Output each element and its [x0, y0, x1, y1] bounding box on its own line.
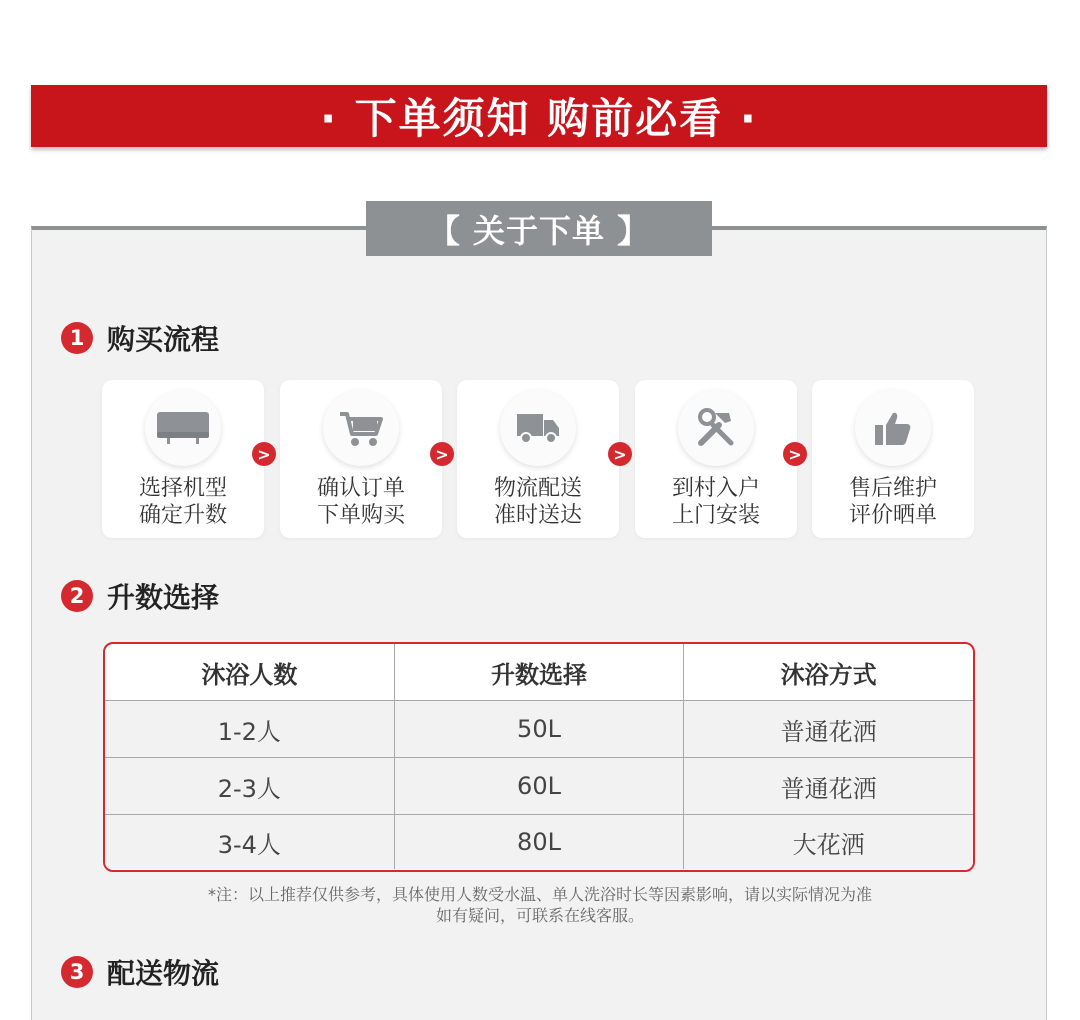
- arrow-right-icon: >: [430, 442, 454, 466]
- step-label-line2: 上门安装: [671, 503, 760, 528]
- step-label-line1: 售后维护: [848, 476, 937, 501]
- table-cell: 大花洒: [792, 830, 865, 859]
- section-delivery: [61, 952, 219, 992]
- table-cell: 2-3人: [105, 758, 395, 814]
- table-header-cell: 沐浴方式: [780, 660, 877, 689]
- step-card-confirm-order: [280, 380, 442, 538]
- section-title: 配送物流: [107, 957, 220, 990]
- thumbs-up-icon: [855, 390, 931, 466]
- panel-tab-label: 【 关于下单 】: [427, 211, 651, 250]
- note-line1: *注：以上推荐仅供参考，具体使用人数受水温、单人洗浴时长等因素影响，请以实际情况为准: [207, 885, 872, 904]
- step-label-line1: 选择机型: [138, 476, 227, 501]
- table-cell: 3-4人: [105, 815, 395, 869]
- shopping-cart-icon: [323, 390, 399, 466]
- panel-tab: [366, 201, 712, 256]
- table-row: [105, 815, 973, 869]
- arrow-right-icon: >: [783, 442, 807, 466]
- notice-banner: [31, 85, 1047, 147]
- step-label-line2: 确定升数: [138, 503, 227, 528]
- water-heater-icon: [145, 390, 221, 466]
- note-line2: 如有疑问，可联系在线客服。: [435, 906, 644, 925]
- table-header-cell: 沐浴人数: [105, 644, 395, 700]
- table-cell: 80L: [395, 815, 685, 869]
- step-card-installation: [635, 380, 797, 538]
- step-label-line1: 确认订单: [316, 476, 405, 501]
- table-cell: 普通花洒: [780, 717, 877, 746]
- section-purchase-flow: [61, 318, 219, 358]
- arrow-right-icon: >: [608, 442, 632, 466]
- arrow-right-icon: >: [252, 442, 276, 466]
- banner-title: · 下单须知 购前必看 ·: [320, 94, 758, 143]
- section-number-badge: 3: [61, 956, 93, 988]
- table-row: [105, 758, 973, 815]
- section-number-badge: 1: [61, 322, 93, 354]
- table-cell: 50L: [395, 701, 685, 757]
- step-card-logistics: [457, 380, 619, 538]
- table-note: [0, 884, 1080, 926]
- section-title: 购买流程: [107, 323, 220, 356]
- table-cell: 普通花洒: [780, 774, 877, 803]
- step-label-line1: 物流配送: [493, 476, 582, 501]
- tools-icon: [678, 390, 754, 466]
- section-capacity-choice: [61, 576, 219, 616]
- step-label-line2: 评价晒单: [848, 503, 937, 528]
- table-header-cell: 升数选择: [395, 644, 685, 700]
- delivery-truck-icon: [500, 390, 576, 466]
- section-title: 升数选择: [107, 581, 220, 614]
- step-label-line2: 下单购买: [316, 503, 405, 528]
- section-number-badge: 2: [61, 580, 93, 612]
- capacity-table: [103, 642, 975, 872]
- table-row: [105, 701, 973, 758]
- step-label-line2: 准时送达: [493, 503, 582, 528]
- table-cell: 1-2人: [105, 701, 395, 757]
- step-card-choose-model: [102, 380, 264, 538]
- step-label-line1: 到村入户: [671, 476, 760, 501]
- step-card-after-sales: [812, 380, 974, 538]
- table-cell: 60L: [395, 758, 685, 814]
- table-header-row: [105, 644, 973, 701]
